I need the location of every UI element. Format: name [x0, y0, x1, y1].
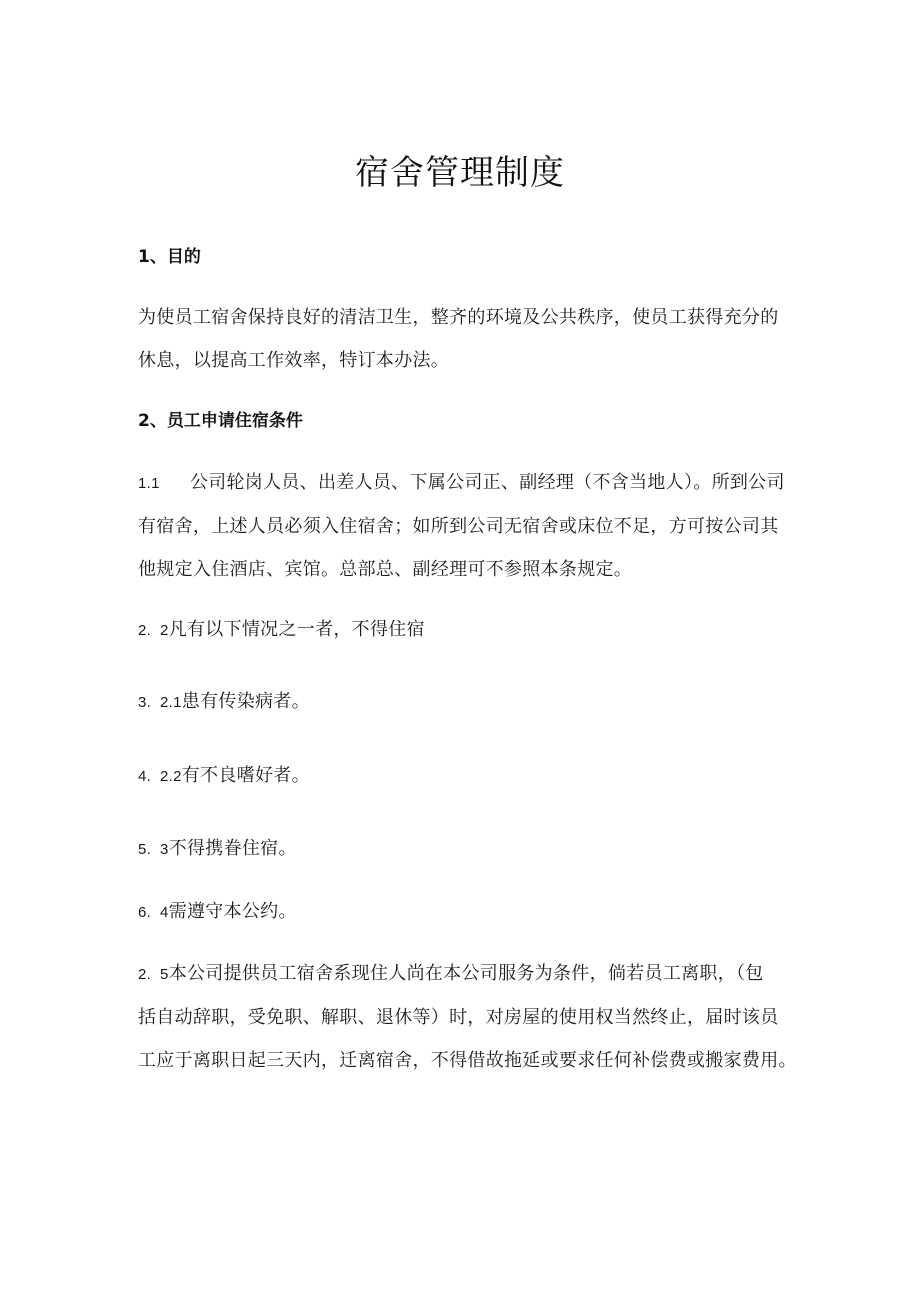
paragraph-line: 需遵守本公约。	[168, 901, 297, 922]
clause-number: 2. 2	[138, 622, 169, 639]
paragraph-line: 括自动辞职，受免职、解职、退休等）时，对房屋的使用权当然终止，届时该员	[138, 1007, 779, 1028]
clause-2	[138, 608, 790, 652]
paragraph-line: 有不良嗜好者。	[181, 765, 310, 786]
paragraph-line: 休息，以提高工作效率，特订本办法。	[138, 350, 450, 371]
clause-2-1	[138, 680, 790, 724]
paragraph-line: 公司轮岗人员、出差人员、下属公司正、副经理（不含当地人）。所到公司	[189, 472, 785, 493]
document-title: 宿舍管理制度	[355, 153, 565, 193]
clause-2-2	[138, 754, 790, 798]
clause-number: 5. 3	[138, 841, 169, 858]
paragraph-line: 不得携眷住宿。	[168, 838, 297, 859]
section-heading-purpose: 1、目的	[138, 247, 201, 267]
clause-number: 6. 4	[138, 904, 169, 921]
purpose-paragraph	[138, 296, 790, 382]
clause-number: 3. 2.1	[138, 694, 182, 711]
clause-5	[138, 952, 797, 1082]
paragraph-line: 有宿舍，上述人员必须入住宿舍；如所到公司无宿舍或床位不足，方可按公司其	[138, 516, 779, 537]
clause-4	[138, 890, 790, 934]
paragraph-line: 他规定入住酒店、宾馆。总部总、副经理可不参照本条规定。	[138, 559, 633, 580]
paragraph-line: 工应于离职日起三天内，迁离宿舍，不得借故拖延或要求任何补偿费或搬家费用。	[138, 1050, 797, 1071]
clause-1-1	[138, 461, 790, 591]
clause-3	[138, 827, 790, 871]
clause-number: 4. 2.2	[138, 768, 182, 785]
paragraph-line: 凡有以下情况之一者，不得住宿	[168, 619, 425, 640]
paragraph-line: 本公司提供员工宿舍系现住人尚在本公司服务为条件，倘若员工离职，（包	[168, 963, 764, 984]
paragraph-line: 为使员工宿舍保持良好的清洁卫生，整齐的环境及公共秩序，使员工获得充分的	[138, 307, 779, 328]
section-heading-conditions: 2、员工申请住宿条件	[138, 411, 303, 431]
clause-number: 2. 5	[138, 966, 169, 983]
clause-number: 1.1	[138, 475, 160, 492]
paragraph-line: 患有传染病者。	[181, 691, 310, 712]
